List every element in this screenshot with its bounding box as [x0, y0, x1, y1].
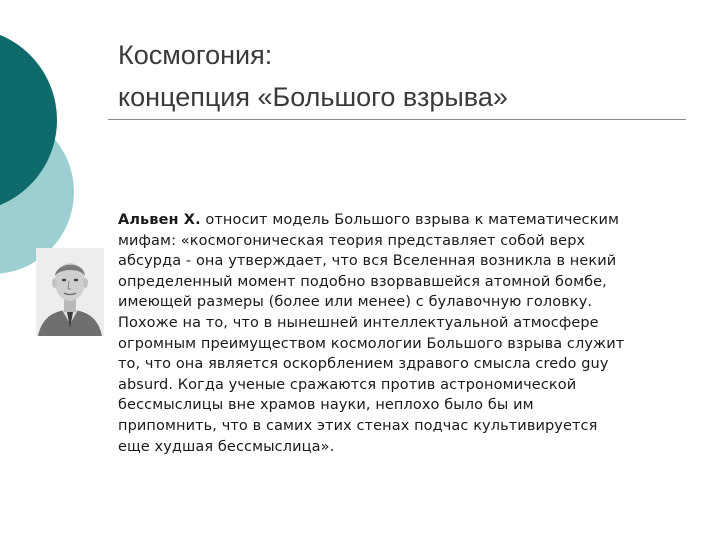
body-line: то, что она является оскорблением здравого смысла credo guy — [118, 356, 609, 373]
dark-teal-circle — [0, 28, 57, 212]
portrait-photo — [36, 248, 104, 336]
body-line: бессмыслицы вне храмов науки, неплохо было бы им — [118, 397, 534, 414]
body-first-line-text: относит модель Большого взрыва к математическим — [200, 212, 620, 228]
title-divider — [108, 119, 686, 120]
body-line-1 — [118, 210, 696, 231]
author-name: Альвен Х. — [118, 212, 201, 228]
body-line: еще худшая бессмыслица». — [118, 438, 335, 455]
body-line: огромным преимуществом космологии Большого взрыва служит — [118, 335, 625, 352]
slide-title — [118, 34, 698, 118]
body-line: определенный момент подобно взорвавшейся атомной бомбе, — [118, 273, 607, 290]
title-line-1: Космогония: — [118, 40, 273, 70]
body-line: absurd. Когда ученые сражаются против астрономической — [118, 376, 577, 393]
title-line-2: концепция «Большого взрыва» — [118, 82, 508, 112]
body-line: абсурда - она утверждает, что вся Вселенная возникла в некий — [118, 253, 617, 270]
body-line: мифам: «космогоническая теория представляет собой верх — [118, 232, 586, 249]
body-line: Похоже на то, что в нынешней интеллектуальной атмосфере — [118, 314, 599, 331]
portrait-icon — [36, 248, 104, 336]
body-line: припомнить, что в самих этих стенах подчас культивируется — [118, 417, 598, 434]
quote-paragraph — [118, 210, 696, 457]
body-line: имеющей размеры (более или менее) с булавочную головку. — [118, 294, 593, 311]
